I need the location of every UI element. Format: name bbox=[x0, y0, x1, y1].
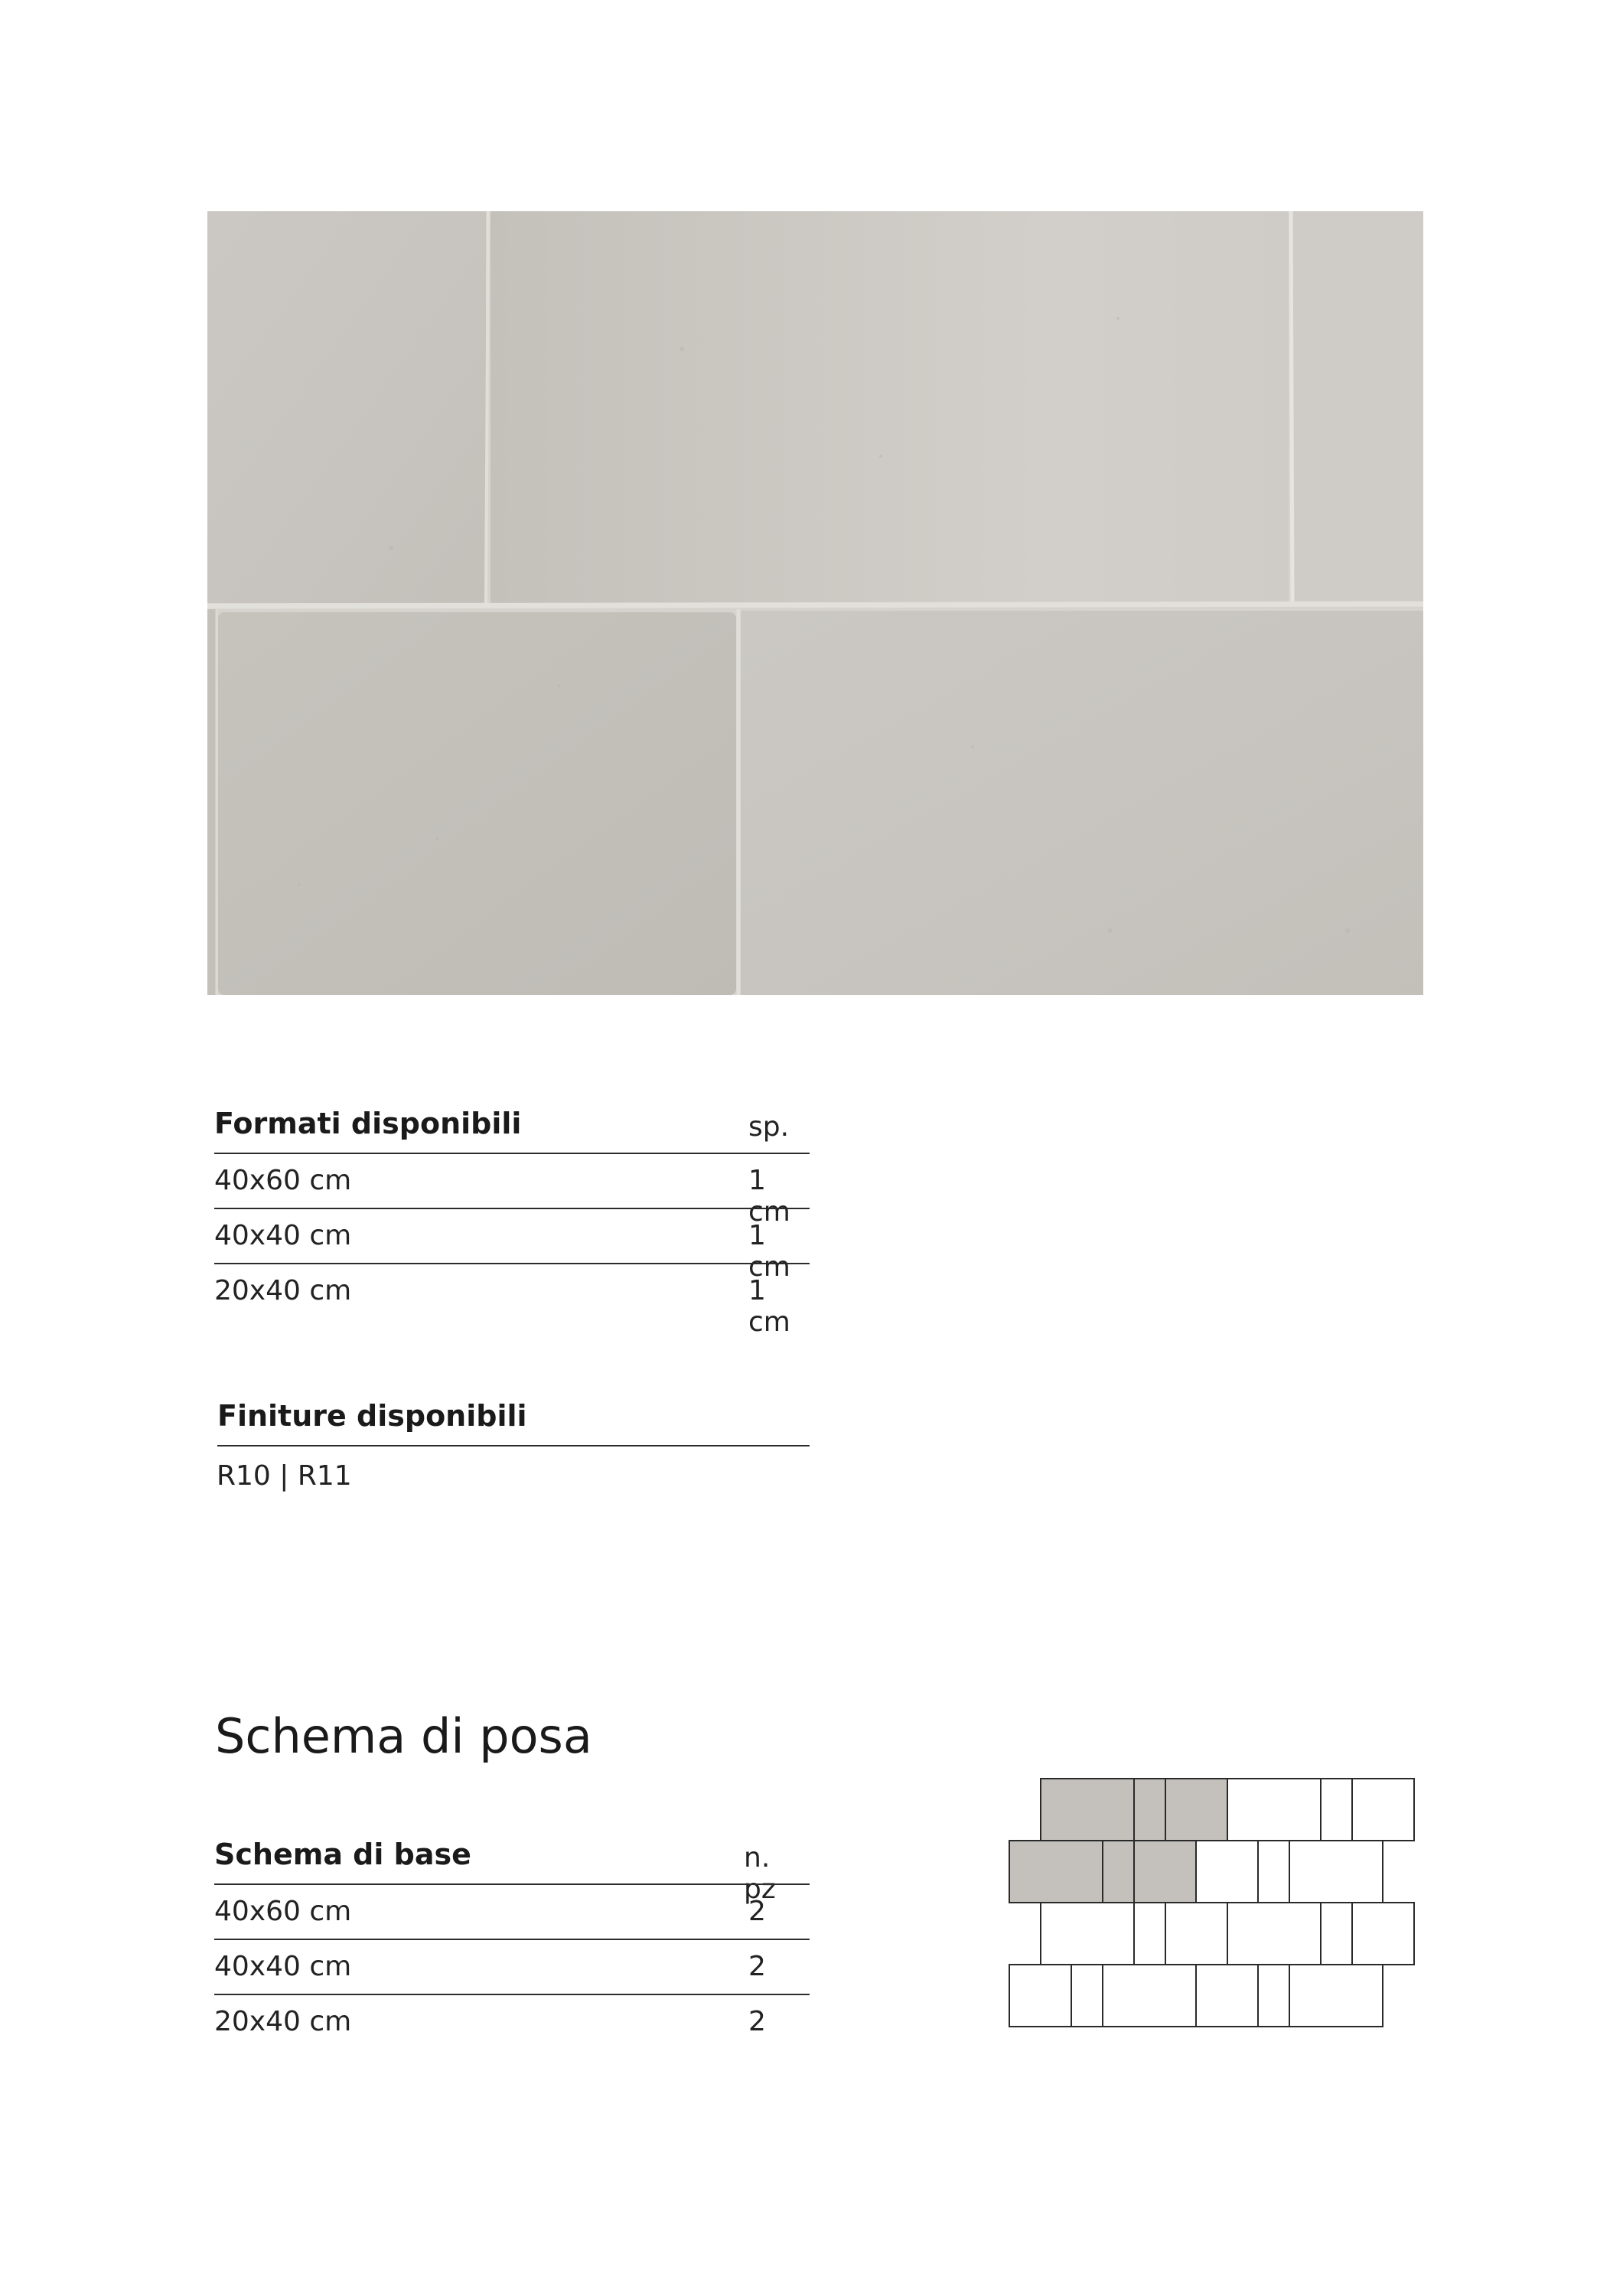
tile-40x60 bbox=[1103, 1965, 1196, 2027]
tile-40x60 bbox=[1227, 1903, 1321, 1965]
format-cell: 20x40 cm bbox=[214, 1275, 352, 1306]
tile-40x40 bbox=[1196, 1965, 1258, 2027]
table-row bbox=[214, 1883, 810, 1939]
tile-40x60 bbox=[1041, 1903, 1134, 1965]
table-row bbox=[214, 1153, 810, 1228]
tile-40x40 bbox=[1009, 1965, 1071, 2027]
format-cell: 40x40 cm bbox=[214, 1951, 352, 1982]
format-cell: 40x60 cm bbox=[214, 1165, 352, 1196]
pieces-header-label: n. pz bbox=[744, 1842, 776, 1905]
table-row bbox=[214, 1994, 810, 2049]
table-row bbox=[214, 1208, 810, 1283]
thickness-header-label: sp. bbox=[748, 1111, 790, 1143]
finishes-header-label: Finiture disponibili bbox=[217, 1399, 527, 1433]
pieces-cell: 2 bbox=[748, 2006, 766, 2037]
tile-40x40 bbox=[1289, 1841, 1383, 1903]
tile-40x40 bbox=[1165, 1903, 1227, 1965]
finishes-value: R10 | R11 bbox=[217, 1460, 352, 1492]
pieces-cell: 2 bbox=[748, 1896, 766, 1927]
finishes-block bbox=[214, 1393, 810, 1448]
tile-20x40 bbox=[1103, 1841, 1134, 1903]
tile-20x40 bbox=[1258, 1841, 1289, 1903]
formats-table bbox=[214, 1101, 810, 1338]
tile-20x40 bbox=[1321, 1779, 1352, 1841]
thickness-cell: 1 cm bbox=[748, 1165, 790, 1228]
tile-40x40 bbox=[1352, 1779, 1414, 1841]
tile-40x60 bbox=[1041, 1779, 1134, 1841]
formats-table-header bbox=[214, 1101, 810, 1153]
thickness-cell: 1 cm bbox=[748, 1220, 790, 1283]
tile-20x40 bbox=[1321, 1903, 1352, 1965]
finishes-header bbox=[214, 1393, 810, 1445]
tile-40x60 bbox=[1196, 1841, 1258, 1903]
format-cell: 20x40 cm bbox=[214, 2006, 352, 2037]
tile-20x40 bbox=[1071, 1965, 1103, 2027]
laying-scheme-title: Schema di posa bbox=[215, 1708, 592, 1764]
tile-20x40 bbox=[1258, 1965, 1289, 2027]
laying-pattern-diagram bbox=[1009, 1776, 1422, 2039]
base-scheme-header-label: Schema di base bbox=[214, 1838, 471, 1871]
base-scheme-table bbox=[214, 1831, 810, 2049]
tile-photo bbox=[207, 211, 1423, 995]
tile-40x40 bbox=[1165, 1779, 1227, 1841]
format-cell: 40x40 cm bbox=[214, 1220, 352, 1251]
tile-40x60 bbox=[1289, 1965, 1383, 2027]
formats-header-label: Formati disponibili bbox=[214, 1107, 522, 1140]
pieces-cell: 2 bbox=[748, 1951, 766, 1982]
tile-40x40 bbox=[1352, 1903, 1414, 1965]
base-scheme-header bbox=[214, 1831, 810, 1905]
tile-40x60 bbox=[1009, 1841, 1103, 1903]
tile-20x40 bbox=[1134, 1903, 1165, 1965]
tile-40x60 bbox=[1227, 1779, 1321, 1841]
tile-20x40 bbox=[1134, 1779, 1165, 1841]
tile-40x40 bbox=[1134, 1841, 1196, 1903]
finishes-rule bbox=[217, 1445, 810, 1448]
thickness-cell: 1 cm bbox=[748, 1275, 790, 1338]
format-cell: 40x60 cm bbox=[214, 1896, 352, 1927]
table-row bbox=[214, 1939, 810, 1994]
table-row bbox=[214, 1263, 810, 1338]
